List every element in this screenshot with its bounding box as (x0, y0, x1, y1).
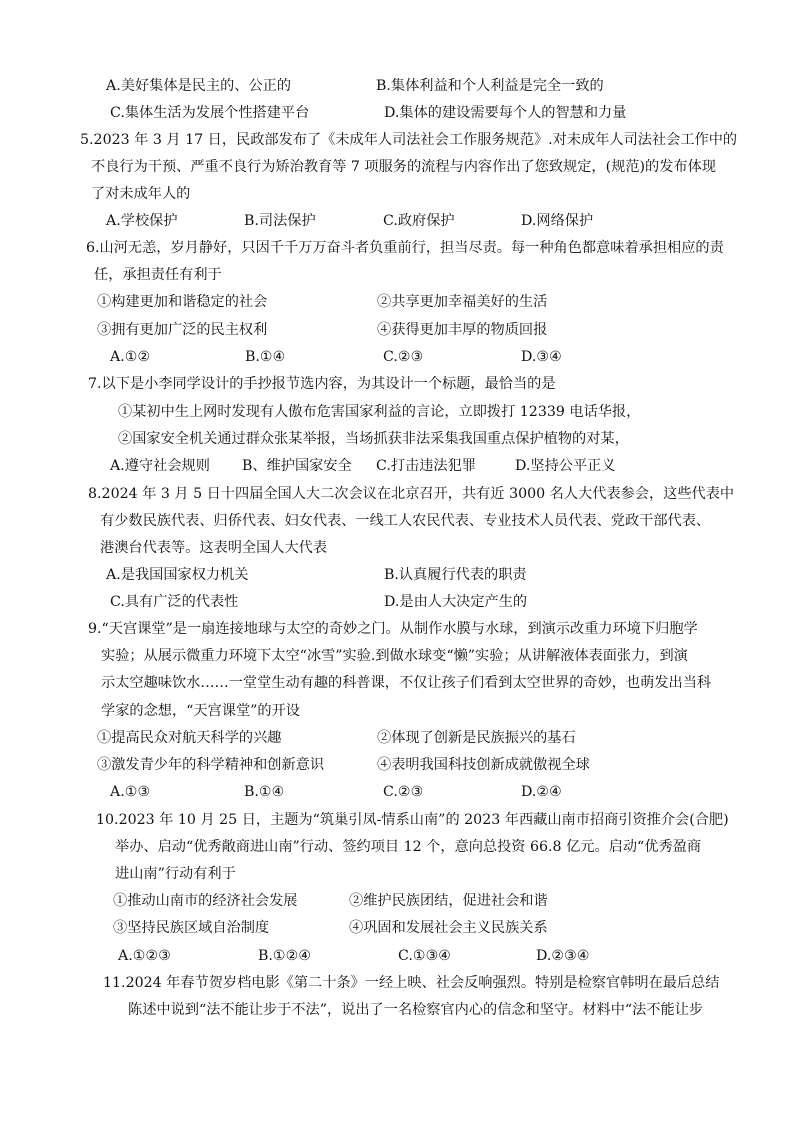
q5-stem-line3: 了对未成年人的 (91, 186, 191, 202)
q9-option-c: C.②③ (383, 784, 424, 800)
q9-stem-line1: 9.“天宫课堂”是一扇连接地球与太空的奇妙之门。从制作水膜与水球，到演示改重力环境下归胞学 (88, 621, 698, 637)
q5-option-a: A.学校保护 (106, 213, 178, 229)
q7-item-2: ②国家安全机关通过群众张某举报，当场抓获非法采集我国重点保护植物的对某， (118, 431, 629, 447)
q6-option-c: C.②③ (383, 349, 424, 365)
q7-option-a: A.遵守社会规则 (110, 458, 210, 474)
q9-item-4: ④表明我国科技创新成就傲视全球 (377, 757, 590, 773)
q10-item-3: ③坚持民族区域自治制度 (113, 920, 270, 936)
q8-option-d: D.是由人大决定产生的 (384, 594, 528, 610)
q4-option-c: C.集体生活为发展个性搭建平台 (110, 105, 310, 121)
q4-option-a: A.美好集体是民主的、公正的 (106, 78, 292, 94)
q8-stem-line1: 8.2024 年 3 月 5 日十四届全国人大二次会议在北京召开，共有近 3000 名人大代表参会，这些代表中 (88, 486, 735, 502)
q7-option-c: C.打击违法犯罪 (376, 458, 476, 474)
q9-item-2: ②体现了创新是民族振兴的基石 (377, 730, 576, 746)
q10-option-c: C.①③④ (398, 948, 452, 964)
q6-stem-line1: 6.山河无恙，岁月静好，只因千千万万奋斗者负重前行，担当尽责。每一种角色都意味着承担相应的责 (86, 240, 724, 256)
q7-stem-line1: 7.以下是小李同学设计的手抄报节选内容，为其设计一个标题，最恰当的是 (88, 376, 556, 392)
q9-stem-line3: 示太空趣味饮水……一堂堂生动有趣的科普课，不仅让孩子们看到太空世界的奇妙，也萌发出当科 (101, 675, 712, 691)
q9-option-a: A.①③ (110, 784, 151, 800)
q11-stem-line2: 陈述中说到“法不能让步于不法”，说出了一名检察官内心的信念和坚守。材料中“法不能让步 (128, 1002, 704, 1018)
q8-option-a: A.是我国国家权力机关 (106, 567, 249, 583)
q4-option-b: B.集体利益和个人利益是完全一致的 (376, 78, 604, 94)
q5-stem-line1: 5.2023 年 3 月 17 日，民政部发布了《未成年人司法社会工作服务规范》.对未成年人司法社会工作中的 (80, 132, 738, 148)
q6-item-2: ②共享更加幸福美好的生活 (377, 294, 548, 310)
q6-option-b: B.①④ (245, 349, 286, 365)
q8-stem-line3: 港澳台代表等。这表明全国人大代表 (100, 540, 328, 556)
q8-option-c: C.具有广泛的代表性 (110, 594, 239, 610)
q7-option-d: D.坚持公平正义 (515, 458, 616, 474)
q10-option-b: B.①②④ (258, 948, 312, 964)
q5-option-c: C.政府保护 (383, 213, 455, 229)
q10-stem-line3: 进山南”行动有利于 (115, 866, 236, 882)
q6-option-d: D.③④ (521, 349, 562, 365)
q10-stem-line1: 10.2023 年 10 月 25 日，主题为“筑巢引凤-情系山南”的 2023 年西藏山南市招商引资推介会(合肥) (96, 812, 729, 828)
q10-option-a: A.①②③ (118, 948, 171, 964)
q10-option-d: D.②③④ (536, 948, 590, 964)
q10-item-1: ①推动山南市的经济社会发展 (113, 893, 298, 909)
q6-item-4: ④获得更加丰厚的物质回报 (377, 322, 548, 338)
q8-stem-line2: 有少数民族代表、归侨代表、妇女代表、一线工人农民代表、专业技术人员代表、党政干部代表、 (100, 513, 711, 529)
q6-option-a: A.①② (110, 349, 151, 365)
q9-option-d: D.②④ (521, 784, 562, 800)
q9-stem-line2: 实验；从展示微重力环境下太空“冰雪”实验.到做水球变“懒”实验；从讲解液体表面张力，到演 (101, 648, 688, 664)
q6-item-1: ①构建更加和谐稳定的社会 (97, 294, 268, 310)
q9-item-3: ③激发青少年的科学精神和创新意识 (97, 757, 325, 773)
q9-option-b: B.①④ (244, 784, 285, 800)
q9-item-1: ①提高民众对航天科学的兴趣 (97, 730, 282, 746)
q4-option-d: D.集体的建设需要每个人的智慧和力量 (384, 105, 627, 121)
q7-option-b: B、维护国家安全 (242, 458, 352, 474)
q6-item-3: ③拥有更加广泛的民主权利 (97, 322, 268, 338)
q11-stem-line1: 11.2024 年春节贺岁档电影《第二十条》一经上映、社会反响强烈。特别是检察官韩明在最后总结 (103, 975, 720, 991)
q10-stem-line2: 举办、启动“优秀敞商进山南”行动、签约项目 12 个，意向总投资 66.8 亿元。启动“优秀盈商 (115, 839, 702, 855)
q5-option-b: B.司法保护 (244, 213, 316, 229)
q5-stem-line2: 不良行为干预、严重不良行为矫治教育等 7 项服务的流程与内容作出了您致规定，(规范)的发布体现 (91, 159, 716, 175)
q7-item-1: ①某初中生上网时发现有人傲布危害国家利益的言论，立即拨打 12339 电话华报， (118, 404, 641, 420)
q10-item-2: ②维护民族团结，促进社会和谐 (349, 893, 548, 909)
q10-item-4: ④巩固和发展社会主义民族关系 (349, 920, 548, 936)
q9-stem-line4: 学家的念想，“天宫课堂”的开设 (101, 703, 300, 719)
q8-option-b: B.认真履行代表的职责 (384, 567, 527, 583)
q6-stem-line2: 任，承担责任有利于 (94, 267, 222, 283)
q5-option-d: D.网络保护 (521, 213, 594, 229)
